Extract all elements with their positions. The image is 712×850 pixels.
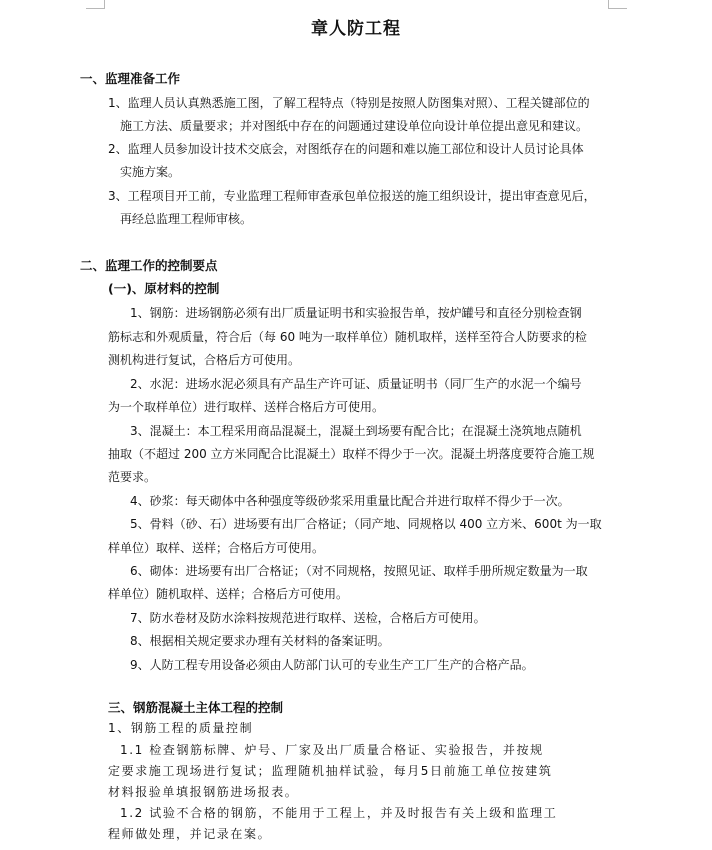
s2-item-2-line-2: 为一个取样单位）进行取样、送样合格后方可使用。 [108,400,385,414]
s2-item-7-line-1: 7、防水卷材及防水涂料按规范进行取样、送检，合格后方可使用。 [130,611,486,625]
s1-item-2-line-1: 2、监理人员参加设计技术交底会，对图纸存在的问题和难以施工部位和设计人员讨论具体 [108,142,584,156]
s3-item-1-line-3: 材料报验单填报钢筋进场报表。 [108,785,299,799]
s2-item-6-line-1: 6、砌体：进场要有出厂合格证；（对不同规格，按照见证、取样手册所规定数量为一取 [130,564,588,578]
s2-item-9-line-1: 9、人防工程专用设备必须由人防部门认可的专业生产工厂生产的合格产品。 [130,658,534,672]
s3-item-1-line-1: 1.1 检查钢筋标牌、炉号、厂家及出厂质量合格证、实验报告，并按规 [120,743,544,757]
s2-item-5-line-2: 样单位）取样、送样；合格后方可使用。 [108,541,325,555]
s2-item-1-line-3: 测机构进行复试，合格后方可使用。 [108,353,301,367]
s1-item-3-line-2: 再经总监理工程师审核。 [120,212,253,226]
s2-item-8-line-1: 8、根据相关规定要求办理有关材料的备案证明。 [130,634,390,648]
s2-item-1-line-1: 1、钢筋：进场钢筋必须有出厂质量证明书和实验报告单，按炉罐号和直径分别检查钢 [130,306,582,320]
s3-item-2-line-2: 程师做处理，并记录在案。 [108,827,272,841]
s1-item-1-line-1: 1、监理人员认真熟悉施工图，了解工程特点（特别是按照人防图集对照）、工程关键部位的 [108,96,590,110]
s2-item-3-line-3: 范要求。 [108,470,157,484]
section-3-heading: 三、钢筋混凝土主体工程的控制 [108,700,284,715]
section-2-heading: 二、监理工作的控制要点 [80,258,218,273]
crop-mark-top-left [86,0,105,9]
s1-item-1-line-2: 施工方法、质量要求；并对图纸中存在的问题通过建设单位向设计单位提出意见和建议。 [120,119,589,133]
section-2-subheading: (一)、原材料的控制 [108,281,220,296]
crop-mark-top-right [608,0,627,9]
s2-item-1-line-2: 筋标志和外观质量，符合后（每 60 吨为一取样单位）随机取样，送样至符合人防要求的检 [108,330,587,344]
s2-item-5-line-1: 5、骨料（砂、石）进场要有出厂合格证；（同产地、同规格以 400 立方米、600t 为一取 [130,517,602,531]
s2-item-6-line-2: 样单位）随机取样、送样；合格后方可使用。 [108,587,349,601]
s1-item-2-line-2: 实施方案。 [120,165,181,179]
s1-item-3-line-1: 3、工程项目开工前，专业监理工程师审查承包单位报送的施工组织设计，提出审查意见后， [108,189,596,203]
document-title: 章人防工程 [311,19,401,39]
s3-item-1-line-2: 定要求施工现场进行复试；监理随机抽样试验，每月5日前施工单位按建筑 [108,764,553,778]
s2-item-4-line-1: 4、砂浆：每天砌体中各种强度等级砂浆采用重量比配合并进行取样不得少于一次。 [130,494,570,508]
s3-item-2-line-1: 1.2 试验不合格的钢筋，不能用于工程上，并及时报告有关上级和监理工 [120,806,558,820]
section-3-subheading: 1、钢筋工程的质量控制 [108,721,254,735]
section-1-heading: 一、监理准备工作 [80,71,181,86]
s2-item-3-line-2: 抽取（不超过 200 立方米同配合比混凝土）取样不得少于一次。混凝土坍落度要符合施工规 [108,447,595,461]
s2-item-2-line-1: 2、水泥：进场水泥必须具有产品生产许可证、质量证明书（同厂生产的水泥一个编号 [130,377,582,391]
s2-item-3-line-1: 3、混凝土：本工程采用商品混凝土，混凝土到场要有配合比；在混凝土浇筑地点随机 [130,424,582,438]
